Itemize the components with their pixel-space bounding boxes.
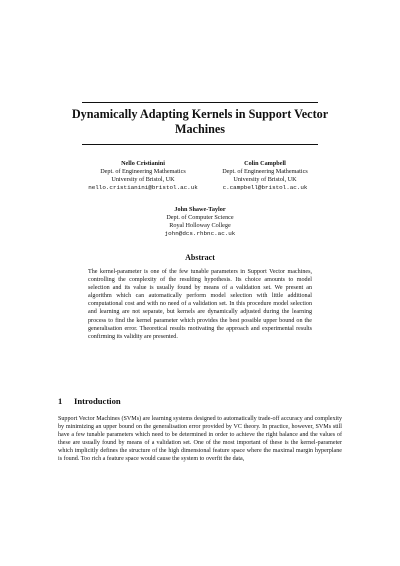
introduction-text: Support Vector Machines (SVMs) are learning systems designed to automatically trade-off accuracy and complexity by minimizing an upper bound on the generalisation error provided by VC theory. In practice, however, SVMs still have a few tunable parameters which need to be determined in order to achieve the right balance and the values of these are usually found by means of a validation set. One of the most important of these is the kernel-parameter which implicitly defines the structure of the high dimensional feature space where the maximal margin hyperplane is found. Too rich a feature space would cause the system to overfit the data, xyxy=(58,416,342,463)
author-email: c.campbell@bristol.ac.uk xyxy=(222,184,308,191)
paper-title: Dynamically Adapting Kernels in Support Vector Machines xyxy=(71,107,329,136)
author-email: john@dcs.rhbnc.ac.uk xyxy=(164,230,236,237)
author-name: John Shawe-Taylor xyxy=(174,206,226,213)
author-affiliation: University of Bristol, UK xyxy=(111,176,175,183)
author-dept: Dept. of Computer Science xyxy=(166,214,234,221)
section-title: Introduction xyxy=(74,396,121,406)
author-dept: Dept. of Engineering Mathematics xyxy=(100,168,186,175)
section-heading xyxy=(58,396,121,406)
author-affiliation: Royal Holloway College xyxy=(169,222,231,229)
author-email: nello.cristianini@bristol.ac.uk xyxy=(88,184,198,191)
author-dept: Dept. of Engineering Mathematics xyxy=(222,168,308,175)
author-block-1 xyxy=(80,160,206,192)
author-block-3 xyxy=(137,206,263,238)
author-name: Colin Campbell xyxy=(244,160,286,167)
title-rule-top xyxy=(82,102,318,103)
title-rule-bottom xyxy=(82,144,318,145)
author-block-2 xyxy=(202,160,328,192)
abstract-text: The kernel-parameter is one of the few tunable parameters in Support Vector machines, controlling the complexity of the resulting hypothesis. Its choice amounts to model selection and its value is usually found by means of a validation set. We present an algorithm which can automatically perform model selection with little additional computational cost and with no need of a validation set. In this procedure model selection and learning are not separate, but kernels are dynamically adjusted during the learning process to find the kernel parameter which provides the best possible upper bound on the generalisation error. Theoretical results motivating the approach and experimental results confirming its validity are presented. xyxy=(88,269,312,340)
abstract-heading: Abstract xyxy=(185,253,215,262)
author-affiliation: University of Bristol, UK xyxy=(233,176,297,183)
section-number: 1 xyxy=(58,396,63,406)
author-name: Nello Cristianini xyxy=(121,160,165,167)
